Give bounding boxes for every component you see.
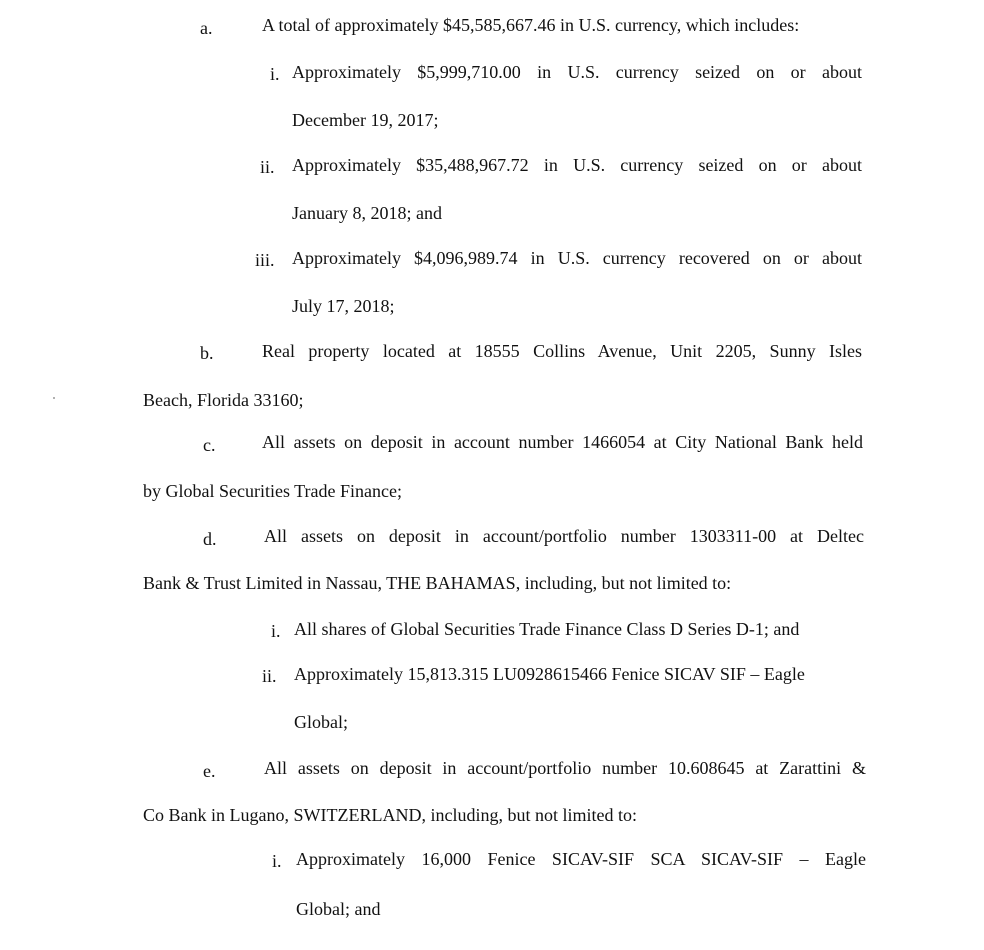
item-c-line1: All assets on deposit in account number 1466054 at City National Bank held (262, 432, 863, 452)
item-b-label: b. (200, 343, 214, 363)
item-a-label: a. (200, 18, 213, 38)
item-b-line1: Real property located at 18555 Collins Avenue, Unit 2205, Sunny Isles (262, 341, 862, 361)
item-e-sub-i-line2: Global; and (296, 899, 381, 919)
item-e-sub-i-line1: Approximately 16,000 Fenice SICAV-SIF SCA SICAV-SIF – Eagle (296, 849, 866, 869)
item-e-label: e. (203, 761, 216, 781)
scan-speck (53, 397, 55, 399)
item-d-sub-i-line1: All shares of Global Securities Trade Finance Class D Series D-1; and (294, 619, 800, 639)
item-d-sub-ii-label: ii. (262, 666, 277, 686)
item-a-sub-i-line2: December 19, 2017; (292, 110, 439, 130)
item-a-sub-ii-line1: Approximately $35,488,967.72 in U.S. currency seized on or about (292, 155, 862, 175)
item-a-sub-i-label: i. (270, 64, 280, 84)
item-e-line2: Co Bank in Lugano, SWITZERLAND, including, but not limited to: (143, 805, 637, 825)
item-d-sub-ii-line1: Approximately 15,813.315 LU0928615466 Fenice SICAV SIF – Eagle (294, 664, 805, 684)
item-a-sub-i-line1: Approximately $5,999,710.00 in U.S. currency seized on or about (292, 62, 862, 82)
item-e-line1: All assets on deposit in account/portfolio number 10.608645 at Zarattini & (264, 758, 866, 778)
item-a-sub-iii-line1: Approximately $4,096,989.74 in U.S. currency recovered on or about (292, 248, 862, 268)
item-a-sub-iii-line2: July 17, 2018; (292, 296, 395, 316)
item-a-sub-ii-line2: January 8, 2018; and (292, 203, 442, 223)
item-c-line2: by Global Securities Trade Finance; (143, 481, 402, 501)
item-b-line2: Beach, Florida 33160; (143, 390, 304, 410)
item-d-sub-ii-line2: Global; (294, 712, 348, 732)
item-d-line2: Bank & Trust Limited in Nassau, THE BAHAMAS, including, but not limited to: (143, 573, 732, 593)
item-d-line1: All assets on deposit in account/portfolio number 1303311-00 at Deltec (264, 526, 864, 546)
item-a-sub-ii-label: ii. (260, 157, 275, 177)
item-d-label: d. (203, 529, 217, 549)
item-a-sub-iii-label: iii. (255, 250, 275, 270)
item-a-text: A total of approximately $45,585,667.46 in U.S. currency, which includes: (262, 15, 800, 35)
item-d-sub-i-label: i. (271, 621, 281, 641)
item-e-sub-i-label: i. (272, 851, 282, 871)
item-c-label: c. (203, 435, 216, 455)
